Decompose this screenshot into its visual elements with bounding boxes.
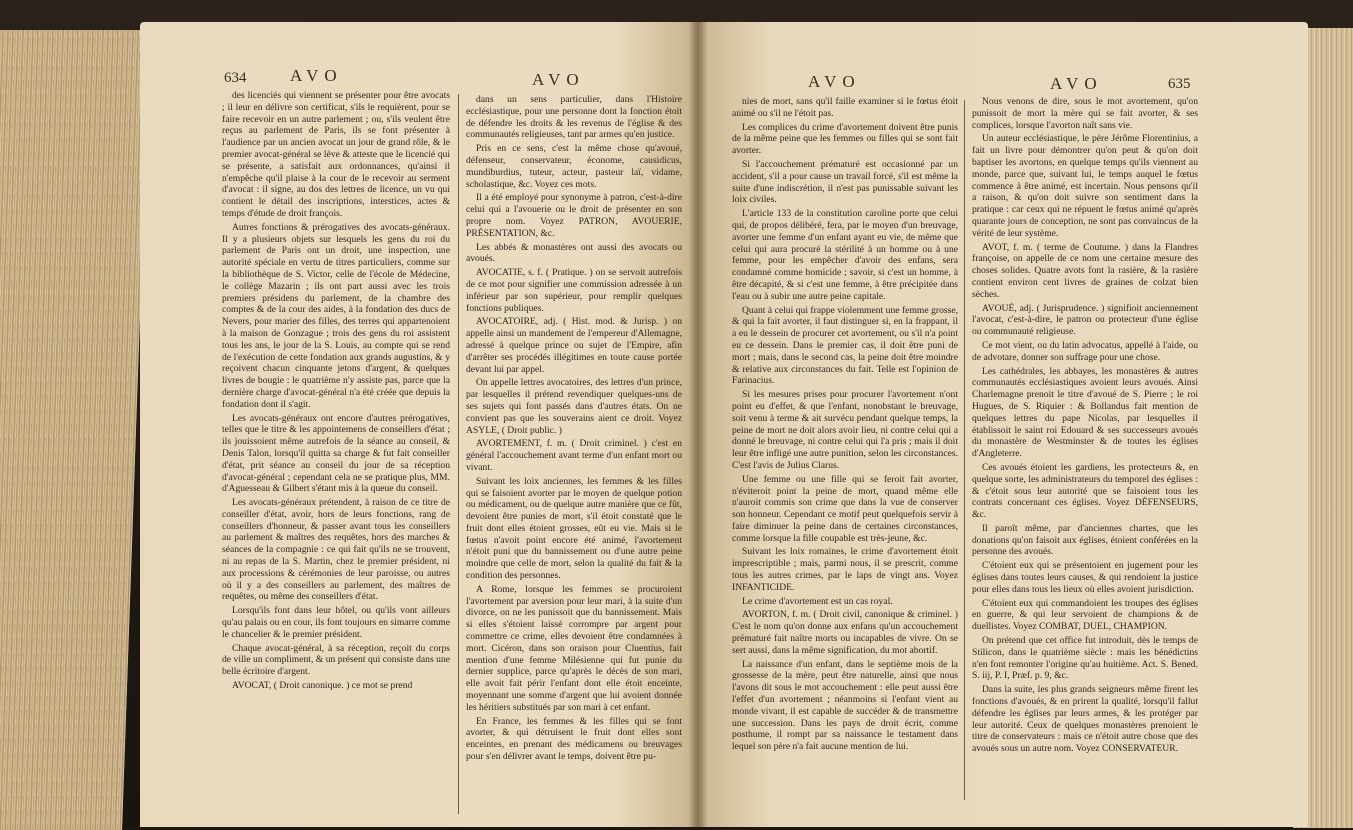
paragraph: Il a été employé pour synonyme à patron, c'est-à-dire celui qui a l'avouerie ou le droit de présenter en son propre nom. Voyez PATRON, AVOUERIE, PRÉSENTATION, &c. bbox=[466, 192, 682, 239]
paragraph: Les cathédrales, les abbayes, les monastères & autres communautés ecclésiastiques avoient leurs avoués. Ainsi Charlemagne prenoit le titre d'avoué de S. Pierre ; le roi Hugues, de S. Riquier : & Bollandus fait mention de quelques lettres du pape Nicolas, par lesquelles il établissoit le saint roi Edouard & ses successeurs avoués du monastère de Westminster & de toutes les églises d'Angleterre. bbox=[972, 365, 1198, 460]
paragraph: C'étoient eux qui commandoient les troupes des églises en guerre, & qui leur servoient de champions & de duellistes. Voyez COMBAT, DUEL, CHAMPION. bbox=[972, 597, 1198, 633]
running-head: AVO bbox=[808, 72, 861, 91]
paragraph: Ces avoués étoient les gardiens, les protecteurs &, en quelque sorte, les administrateurs du temporel des églises : & c'étoit sous leur autorité que se faisoient tous les contrats concernant ces églises. Voyez DÉFENSEURS, &c. bbox=[972, 461, 1198, 521]
column-rule bbox=[964, 100, 965, 800]
paragraph: Pris en ce sens, c'est la même chose qu'avoué, défenseur, conservateur, économe, causidicus, mundiburdius, tuteur, acteur, pasteur laï, vidame, scholastique, &c. Voyez ces mots. bbox=[466, 143, 682, 190]
paragraph: AVOUÉ, adj. ( Jurisprudence. ) signifioit anciennement l'avocat, c'est-à-dire, le patron ou protecteur d'une église ou communauté religieuse. bbox=[972, 302, 1198, 338]
paragraph: Suivant les loix romaines, le crime d'avortement étoit imprescriptible ; mais, parmi nous, il se prescrit, comme tous les autres crimes, par le laps de vingt ans. Voyez INFANTICIDE. bbox=[732, 546, 958, 593]
text-column-right bbox=[972, 96, 1198, 824]
paragraph: L'article 133 de la constitution caroline porte que celui qui, de propos délibéré, fera, par le moyen d'un breuvage, avorter une femme d'un enfant ayant eu vie, de même que celui qui aura procuré la stérilité à un homme ou à une femme, pour les empêcher d'avoir des enfans, sera condamné comme homicide ; savoir, si c'est un homme, à être décapité, & si c'est une femme, à être précipitée dans l'eau ou à subir une autre peine capitale. bbox=[732, 208, 958, 302]
paragraph: nies de mort, sans qu'il faille examiner si le fœtus étoit animé ou s'il ne l'étoit pas. bbox=[732, 96, 958, 119]
paragraph: C'étoient eux qui se présentoient en jugement pour les églises dans toutes leurs causes, & qui rendoient la justice pour elles dans tous les lieux où elles avoient jurisdiction. bbox=[972, 560, 1198, 595]
paragraph: Quant à celui qui frappe violemment une femme grosse, & qui la fait avorter, il faut distinguer si, en la frappant, il a eu le dessein de procurer cet avortement, ou s'il n'a point eu ce dessein. Dans le premier cas, il doit être puni de mort ; mais, dans le second cas, la peine doit être moindre & relative aux circonstances du fait. Telle est l'opinion de Farinacius. bbox=[732, 304, 958, 387]
paragraph: Les avocats-généraux ont encore d'autres prérogatives, telles que le titre & les appointemens de conseillers d'état ; ils jouissoient même autrefois de la séance au conseil, & Denis Talon, lorsqu'il quitta sa charge & fut fait conseiller d'état, prit séance au conseil du jour de sa réception d'avocat-général ; cependant cela ne se pratique plus, MM. d'Aguesseau & Gilbert s'étant mis à la queue du conseil. bbox=[222, 412, 450, 495]
paragraph: On appelle lettres avocatoires, des lettres d'un prince, par lesquelles il prétend revendiquer quelques-uns de ses sujets qui font passés dans d'autres états. On ne convient pas que les souverains aient ce droit. Voyez ASYLE, ( Droit public. ) bbox=[466, 377, 682, 436]
running-head: AVO bbox=[1050, 74, 1103, 93]
page-number: 634 bbox=[224, 70, 247, 86]
paragraph: On prétend que cet office fut introduit, dès le temps de Stilicon, dans le quatrième siècle : mais les bénédictins n'en font remonter l'origine qu'au huitième. Act. S. Bened. S. iij, P. I, Præf. p. 9, &c. bbox=[972, 635, 1198, 682]
column-rule bbox=[458, 94, 459, 814]
paragraph: Un auteur ecclésiastique, le père Jérôme Florentinius, a fait un livre pour démontrer qu'on peut & qu'on doit baptiser les avortons, en quelque temps qu'ils viennent au monde, parce que, suivant lui, le temps auquel le fœtus commence à être animé, est incertain. Nous pensons qu'il a raison, & qu'on doit suivre son sentiment dans la pratique : car ceux qui ne répuent le fœtus animé qu'après quarante jours de conception, ne sont pas convaincus de la vérité de leur système. bbox=[972, 133, 1198, 239]
paragraph: Nous venons de dire, sous le mot avortement, qu'on punissoit de mort la mère qui se fait avorter, & ses complices, lorsque l'avorton naît sans vie. bbox=[972, 96, 1198, 131]
paragraph: Si les mesures prises pour procurer l'avortement n'ont point eu d'effet, & que l'enfant, nonobstant le breuvage, soit venu à terme & ait survécu pendant quelque temps, la peine de mort ne doit alors avoir lieu, ni contre celui qui a donné le breuvage, ni contre celui qui l'a pris ; mais il doit leur être infligé une autre punition, selon les circonstances. C'est l'avis de Julius Clarus. bbox=[732, 389, 958, 471]
paragraph: AVOT, f. m. ( terme de Coutume. ) dans la Flandres françoise, on appelle de ce nom une certaine mesure des choses solides. Quatre avots font la rasière, & la rasière contient environ cent livres de graines de colzat bien sèches. bbox=[972, 241, 1198, 300]
paragraph: Chaque avocat-général, à sa réception, reçoit du corps de ville un compliment, & un présent qui consiste dans une belle écritoire d'argent. bbox=[222, 642, 450, 678]
paragraph: Suivant les loix anciennes, les femmes & les filles qui se faisoient avorter par le moyen de quelque potion ou médicament, ou de quelque autre manière que ce fût, devoient être punies de mort, s'il étoit constaté que le fruit dont elles étoient grosses, eût eu vie. Mais si le fœtus n'avoit point encore été animé, l'avortement n'étoit puni que du bannissement ou d'une autre peine moindre que celle de mort, selon la qualité du fait & la condition des personnes. bbox=[466, 475, 682, 582]
paragraph: AVOCATOIRE, adj. ( Hist. mod. & Jurisp. ) on appelle ainsi un mandement de l'empereur d'Allemagne, adressé à quelque prince ou sujet de l'Empire, afin d'arrêter ses procédés illégitimes en toute cause portée devant lui par appel. bbox=[466, 316, 682, 375]
text-column-left bbox=[222, 90, 450, 825]
paragraph: Les complices du crime d'avortement doivent être punis de la même peine que les femmes ou filles qui se sont fait avorter. bbox=[732, 121, 958, 157]
paragraph: AVORTEMENT, f. m. ( Droit criminel. ) c'est en général l'accouchement avant terme d'un enfant mort ou vivant. bbox=[466, 438, 682, 473]
left-page bbox=[140, 22, 696, 827]
paragraph: Lorsqu'ils font dans leur hôtel, ou qu'ils vont ailleurs qu'au palais ou en cour, ils font toujours en simarre comme le chancelier & le premier président. bbox=[222, 605, 450, 640]
paragraph: Il paroît même, par d'anciennes chartes, que les donations qu'on faisoit aux églises, étoient conférées en la personne des avoués. bbox=[972, 522, 1198, 558]
paragraph: dans un sens particulier, dans l'Histoire ecclésiastique, pour une personne dont la fonction étoit de défendre les droits & les revenus de l'église & des communautés religieuses, tant par armes qu'en justice. bbox=[466, 94, 682, 141]
running-head: AVO bbox=[532, 70, 585, 89]
paragraph: Les abbés & monastères ont aussi des avocats ou avoués. bbox=[466, 241, 682, 265]
paragraph: A Rome, lorsque les femmes se procuroient l'avortement par aversion pour leur mari, à la suite d'un divorce, on ne les punissoit que du bannissement. Mais si elles s'étoient laissé corrompre par argent pour commettre ce crime, elles devoient être condamnées à mort. Cicéron, dans son oraison pour Cluentius, fait mention d'une femme Milésienne qui fut punie du dernier supplice, parce qu'après le décès de son mari, elle avoit fait périr l'enfant dont elle étoit enceinte, moyennant une somme d'argent que lui avoient donnée les héritiers substitués par son mari à cet enfant. bbox=[466, 583, 682, 713]
paragraph: AVOCAT, ( Droit canonique. ) ce mot se prend bbox=[232, 680, 413, 692]
paragraph: Une femme ou une fille qui se feroit fait avorter, n'éviteroit point la peine de mort, quand même elle n'auroit commis son crime que dans la vue de conserver son honneur. Cependant ce motif peut quelquefois servir à faire diminuer la peine dans de certaines circonstances, comme lorsque la fille coupable est très-jeune, &c. bbox=[732, 473, 958, 544]
paragraph: AVOCATIE, s. f. ( Pratique. ) on se servoit autrefois de ce mot pour signifier une commission adressée à un inférieur par son supérieur, pour remplir quelques fonctions publiques. bbox=[466, 267, 682, 314]
paragraph: Si l'accouchement prématuré est occasionné par un accident, s'il a pour cause un travail forcé, s'il est même la suite d'une indiscrétion, il n'est pas punissable suivant les loix civiles. bbox=[732, 158, 958, 206]
page-number: 635 bbox=[1168, 76, 1191, 92]
paragraph: Les avocats-généraux prétendent, à raison de ce titre de conseiller d'état, avoir, hors de leurs fonctions, rang de conseillers d'honneur, & passer avant tous les conseillers au parlement & maîtres des requêtes, hors des marches & séances de la compagnie : ce qui fait qu'ils ne se trouvent, ni au repas de la S. Martin, chez le premier président, ni aux processions & cérémonies de leur paroisse, ou autres où il y a des conseillers au parlement, des maîtres de requêtes, ou même des conseillers d'état. bbox=[222, 497, 450, 603]
left-page-edges bbox=[0, 30, 150, 830]
text-column-left bbox=[732, 96, 958, 824]
right-page bbox=[696, 22, 1308, 827]
paragraph: La naissance d'un enfant, dans le septième mois de la grossesse de la mère, peut être naturelle, ainsi que nous l'avons dit sous le mot accouchement : elle peut aussi être l'effet d'un avortement ; néanmoins si l'enfant vient au monde vivant, il est capable de succéder & de transmettre une succession. Dans les pays de droit écrit, comme posthume, il rompt par sa naissance le testament dans lequel son père n'a fait aucune mention de lui. bbox=[732, 658, 958, 753]
running-head: AVO bbox=[290, 66, 343, 85]
paragraph: des licenciés qui viennent se présenter pour être avocats ; il leur en délivre son certificat, s'ils le requièrent, pour se faire recevoir en un autre parlement ; ou, s'ils veulent être reçus au parlement de Paris, ils se font présenter à l'audience par un ancien avocat un jour de grand rôle, & le premier avocat-général se lève & atteste que le licencié qui se présente, a satisfait aux ordonnances, qu'ainsi il n'empêche qu'il plaise à la cour de le recevoir au serment d'avocat : il signe, au dos des lettres de licence, un vu qui contient le détail des inscriptions, interstices, actes & temps d'étude de droit françois. bbox=[222, 90, 450, 219]
paragraph: En France, les femmes & les filles qui se font avorter, & qui détruisent le fruit dont elles sont enceintes, en prenant des médicamens ou breuvages pour s'en délivrer avant le temps, doivent être pu- bbox=[466, 715, 682, 763]
paragraph: Ce mot vient, ou du latin advocatus, appellé à l'aide, ou de advotare, donner son suffrage pour une chose. bbox=[972, 339, 1198, 363]
paragraph: Dans la suite, les plus grands seigneurs même firent les fonctions d'avoués, & en prirent la qualité, lorsqu'il fallut défendre les églises par leurs armes, & les protéger par leur autorité. Ceux de quelques monastères prenoient le titre de conservateurs : mais ce n'étoit autre chose que des avoués sous un autre nom. Voyez CONSERVATEUR. bbox=[972, 684, 1198, 755]
paragraph: Autres fonctions & prérogatives des avocats-généraux. Il y a plusieurs objets sur lesquels les gens du roi du parlement de Paris ont un droit, une inspection, une autorité spéciale en vertu de titres particuliers, comme sur la bibliothèque de S. Victor, celle de l'école de Médecine, le collège Mazarin ; ils ont part aussi avec les trois premiers présidens du parlement, de la chambre des comptes & de la cour des aides, à la fondation des ducs de Nevers, pour marier des filles, des terres qui appartenoient à la maison de Gonzague ; trois des gens du roi assistent tous les ans, le jour de la S. Louis, au compte qui se rend de l'exécution de cette fondation aux grands augustins, & y reçoivent chacun cinquante jetons d'argent, & quelques livres de bougie : le quatrième n'y assiste pas, parce que la dernière charge d'avocat-général n'a été créée que depuis la fondation dont il s'agit. bbox=[222, 221, 450, 410]
text-column-right bbox=[466, 94, 682, 824]
paragraph: AVORTON, f. m. ( Droit civil, canonique & criminel. ) C'est le nom qu'on donne aux enfans qu'un accouchement prématuré fait naître morts ou incapables de vivre. On se sert aussi, dans la même signification, du mot abortif. bbox=[732, 609, 958, 656]
paragraph: Le crime d'avortement est un cas royal. bbox=[742, 595, 893, 607]
